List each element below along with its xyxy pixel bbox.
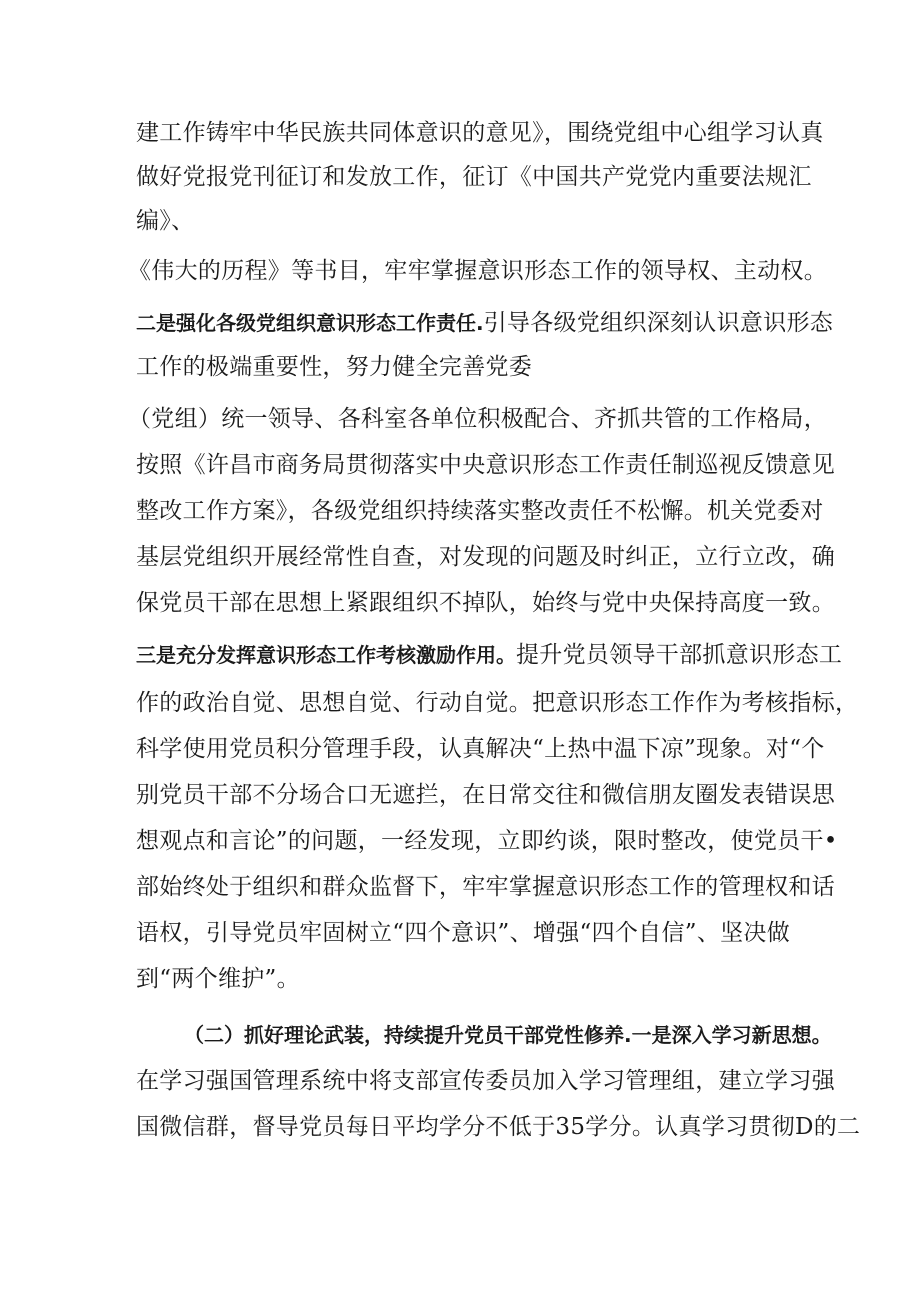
text-line-22: 国微信群，督导党员每日平均学分不低于35学分。认真学习贯彻D的二	[136, 1114, 861, 1140]
text-line-15: 别党员干部不分场合口无遮拦，在日常交往和微信朋友圈发表错误思	[136, 782, 835, 808]
text-line-11: 保党员干部在思想上紧跟组织不掉队，始终与党中央保持高度一致。	[136, 590, 835, 616]
text-line-3: 编》、	[136, 208, 195, 234]
text-line-10: 基层党组织开展经常性自查，对发现的问题及时纠正，立行立改，确	[136, 544, 835, 570]
text-line-16: 想观点和言论”的问题，一经发现，立即约谈，限时整改，使党员干•	[136, 828, 838, 854]
text-line-13: 作的政治自觉、思想自觉、行动自觉。把意识形态工作作为考核指标，	[136, 690, 859, 716]
text-line-9: 整改工作方案》，各级党组织持续落实整改责任不松懈。机关党委对	[136, 498, 824, 524]
section-heading-bold: （二）抓好理论武装，持续提升党员干部党性修养.一是深入学习新思想。	[184, 1023, 832, 1047]
text-line-5-rest: 引导各级党组织深刻认识意识形态	[483, 310, 834, 336]
text-line-2: 做好党报党刊征订和发放工作，征订《中国共产党党内重要法规汇	[136, 164, 812, 190]
text-line-14: 科学使用党员积分管理手段，认真解决“上热中温下凉”现象。对“个	[136, 736, 825, 762]
text-line-18: 语权，引导党员牢固树立“四个意识”、增强“四个自信”、坚决做	[136, 920, 791, 946]
text-line-6: 工作的极端重要性，努力健全完善党委	[136, 354, 533, 380]
text-line-12-rest: 提升党员领导干部抓意识形态工	[516, 642, 843, 668]
text-line-19: 到“两个维护”。	[136, 966, 300, 992]
text-line-21: 在学习强国管理系统中将支部宣传委员加入学习管理组，建立学习强	[136, 1068, 835, 1094]
text-line-20	[184, 1020, 844, 1050]
text-line-1: 建工作铸牢中华民族共同体意识的意见》，围绕党组中心组学习认真	[136, 120, 824, 146]
text-line-12	[136, 640, 843, 670]
text-line-7: （党组）统一领导、各科室各单位积极配合、齐抓共管的工作格局，	[128, 406, 827, 432]
section-heading-bold: 三是充分发挥意识形态工作考核激励作用。	[136, 643, 516, 667]
text-line-8: 按照《许昌市商务局贯彻落实中央意识形态工作责任制巡视反馈意见	[136, 452, 835, 478]
text-line-4: 《伟大的历程》等书目，牢牢掌握意识形态工作的领导权、主动权。	[128, 258, 827, 284]
text-line-17: 部始终处于组织和群众监督下，牢牢掌握意识形态工作的管理权和话	[136, 874, 835, 900]
text-line-5	[136, 308, 834, 338]
section-heading-bold: 二是强化各级党组织意识形态工作责任.	[136, 311, 484, 335]
